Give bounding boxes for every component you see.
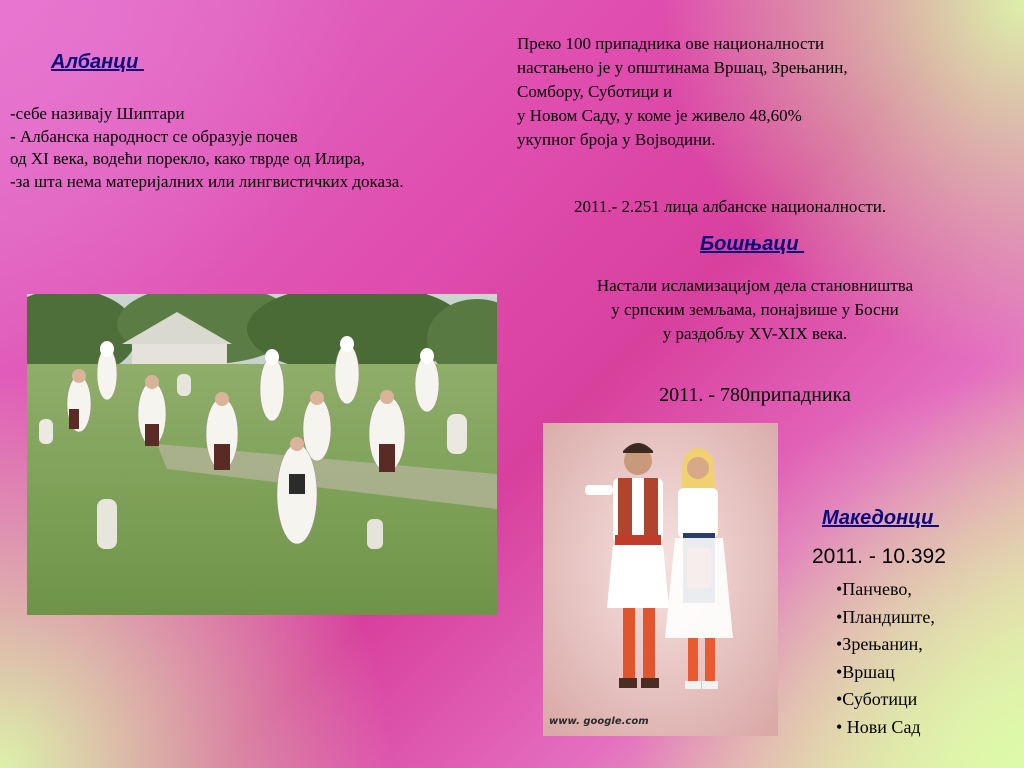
bosniaks-heading: Бошњаци [700,233,805,255]
bosniaks-line: Настали исламизацијом дела становништва [596,276,914,295]
list-item: •Суботици [836,689,918,709]
folk-costume-couple-photo [543,423,778,736]
albanians-line: - Албанска народност се образује почев [10,126,298,146]
list-item: •Вршац [836,661,895,682]
albanians-line: -себе називају Шиптари [10,104,185,123]
info-line: Преко 100 припадника ове националности [517,34,825,53]
bosniaks-description [520,274,990,346]
info-line: у Новом Саду, у коме је живело 48,60% [517,106,802,125]
bosniaks-line: у раздобљу XV-XIX века. [662,324,848,343]
folk-dance-photo-art [27,294,497,615]
list-item: •Панчево, [836,579,912,599]
info-line: укупног броја у Војводини. [517,130,716,149]
macedonians-heading: Македонци [822,507,939,529]
macedonians-places-list [836,576,935,741]
albanians-line: -за шта нема материјалних или лингвистичких доказа. [10,171,404,191]
list-item: •Пландиште, [836,606,935,627]
albanians-line: од XI века, водећи порекло, како тврде од Илира, [10,149,365,168]
info-line: Сомбору, Суботици и [517,82,673,101]
list-item: • Нови Сад [836,716,921,737]
couple-photo-art [543,423,778,736]
bosniaks-line: у српским земљама, понајвише у Босни [611,300,899,319]
folk-dance-group-photo [27,294,497,615]
albanians-settlement-info [517,32,848,152]
google-watermark: www. google.com [549,716,649,727]
info-line: настањено је у општинама Вршац, Зрењанин, [517,58,848,77]
list-item: •Зрењанин, [836,634,923,654]
macedonians-census: 2011. - 10.392 [812,545,946,568]
albanians-heading: Албанци [51,51,144,73]
bosniaks-census: 2011. - 780припадника [659,384,851,406]
albanians-description [10,103,404,193]
albanians-census: 2011.- 2.251 лица албанске националности. [574,197,887,216]
